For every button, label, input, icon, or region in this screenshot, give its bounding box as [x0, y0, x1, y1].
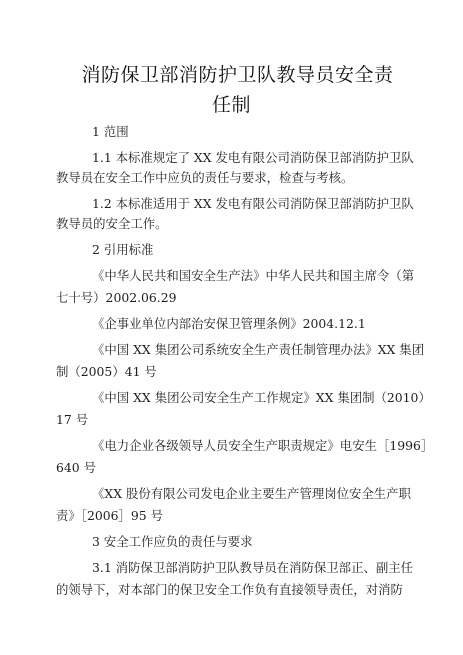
reference-5-line-1: 《电力企业各级领导人员安全生产职责规定》电安生［1996］	[92, 438, 434, 453]
reference-5-line-2: 640 号	[56, 460, 96, 475]
reference-1-line-1: 《中华人民共和国安全生产法》中华人民共和国主席令（第	[92, 268, 415, 283]
reference-6-line-2: 责》［2006］95 号	[56, 508, 163, 523]
reference-2: 《企事业单位内部治安保卫管理条例》2004.12.1	[92, 316, 366, 331]
reference-1-line-2: 七十号）2002.06.29	[56, 290, 177, 305]
section-heading-scope: 1 范围	[92, 124, 129, 139]
reference-3-line-2: 制（2005）41 号	[56, 364, 157, 379]
reference-6-line-1: 《XX 股份有限公司发电企业主要生产管理岗位安全生产职	[92, 486, 411, 501]
paragraph-3-1-line-2: 的领导下，对本部门的保卫安全工作负有直接领导责任，对消防	[56, 582, 403, 597]
paragraph-1-2-line-1: 1.2 本标准适用于 XX 发电有限公司消防保卫部消防护卫队	[92, 196, 414, 211]
document-title-line-2: 任制	[211, 94, 251, 116]
paragraph-3-1-line-1: 3.1 消防保卫部消防护卫队教导员在消防保卫部正、副主任	[92, 560, 414, 575]
reference-4-line-2: 17 号	[56, 412, 89, 427]
paragraph-1-1-line-1: 1.1 本标准规定了 XX 发电有限公司消防保卫部消防护卫队	[92, 150, 414, 165]
paragraph-1-1-line-2: 教导员在安全工作中应负的责任与要求，检查与考核。	[56, 170, 354, 185]
reference-4-line-1: 《中国 XX 集团公司安全生产工作规定》XX 集团制（2010）	[92, 390, 431, 405]
paragraph-1-2-line-2: 教导员的安全工作。	[56, 216, 168, 231]
section-heading-responsibilities: 3 安全工作应负的责任与要求	[92, 534, 253, 549]
document-title-line-1: 消防保卫部消防护卫队教导员安全责	[81, 64, 394, 86]
reference-3-line-1: 《中国 XX 集团公司系统安全生产责任制管理办法》XX 集团	[92, 342, 425, 357]
section-heading-references: 2 引用标准	[92, 242, 154, 257]
